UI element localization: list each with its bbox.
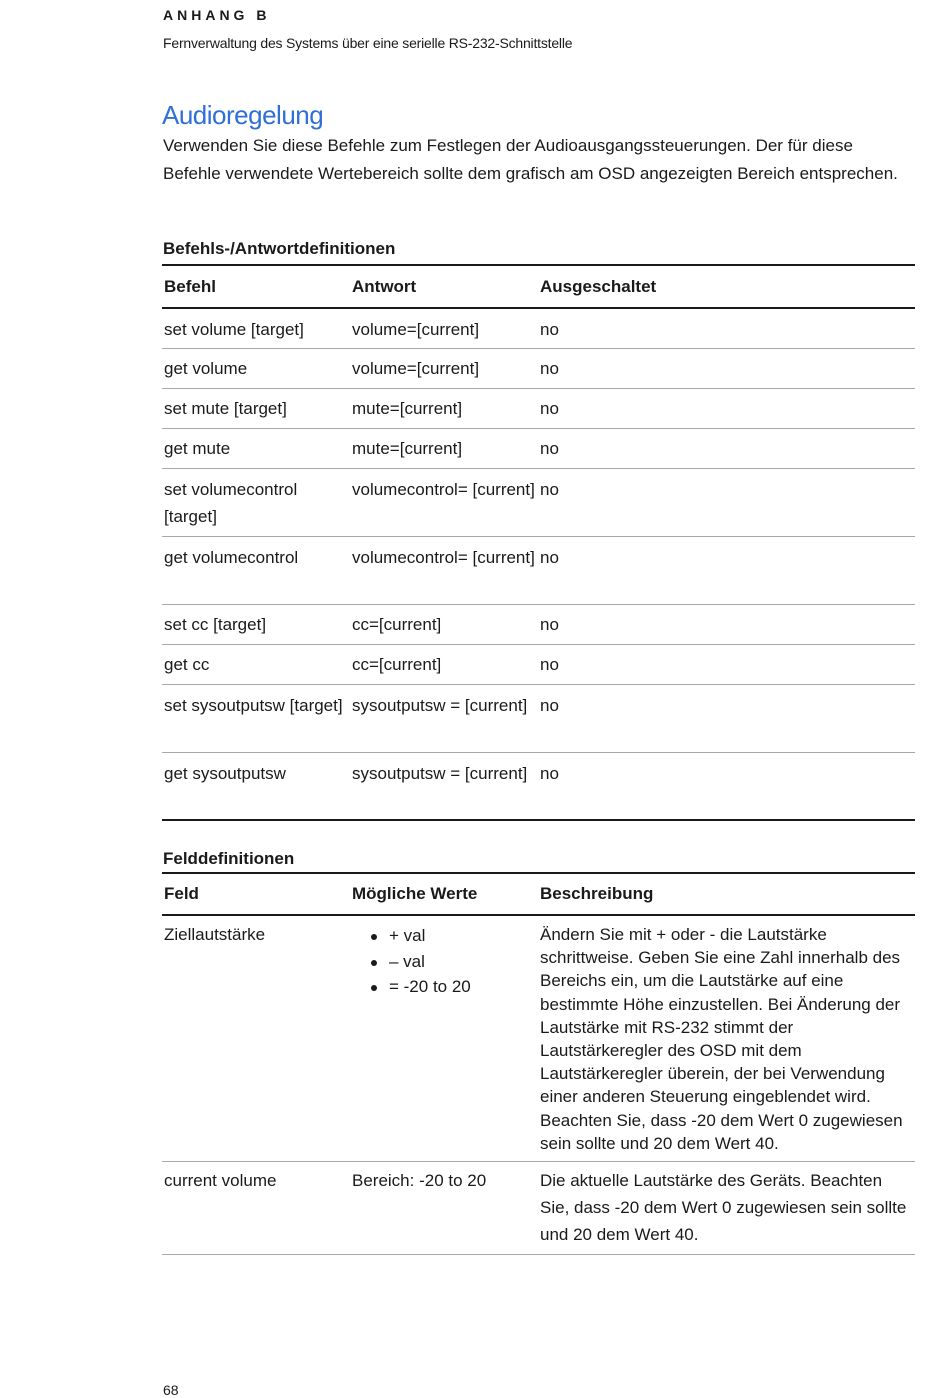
table-row: [162, 644, 915, 684]
table-header-row: [162, 265, 915, 308]
off-cell: no: [540, 763, 559, 783]
field-table-caption: Felddefinitionen: [163, 849, 295, 868]
table-header-row: [162, 873, 915, 915]
command-table-caption: Befehls-/Antwortdefinitionen: [163, 239, 396, 258]
response-cell: volumecontrol= [current]: [350, 536, 538, 604]
off-cell: no: [538, 308, 915, 348]
command-cell: get sysoutputsw: [164, 763, 286, 783]
response-cell: sysoutputsw = [current]: [350, 684, 538, 752]
list-item: = -20 to 20: [369, 974, 536, 1000]
running-header: Fernverwaltung des Systems über eine serielle RS-232-Schnittstelle: [163, 35, 573, 51]
off-cell: no: [538, 468, 915, 536]
command-cell: set mute [target]: [162, 388, 350, 428]
field-table: [162, 872, 915, 1255]
response-cell: cc=[current]: [350, 644, 538, 684]
table-row: [162, 1162, 915, 1255]
table-row: [162, 348, 915, 388]
list-item: – val: [369, 949, 536, 975]
off-cell: no: [538, 644, 915, 684]
response-cell: volume=[current]: [350, 348, 538, 388]
column-header-antwort: Antwort: [350, 265, 538, 308]
off-cell: no: [538, 536, 915, 604]
table-row: [162, 308, 915, 348]
command-cell: set cc [target]: [162, 604, 350, 644]
off-cell: no: [538, 684, 915, 752]
command-cell: set sysoutputsw [target]: [162, 684, 350, 752]
off-cell: no: [538, 428, 915, 468]
description-cell: Ändern Sie mit + oder - die Lautstärke schrittweise. Geben Sie eine Zahl innerhalb des Bereichs ein, um die Lautstärke auf eine bestimmte Höhe einzustellen. Bei Änderung der Lautstärke mit RS-232 stimmt der Lautstärkeregler des OSD mit dem Lautstärkeregler überein, der bei Verwendung einer anderen Steuerung eingeblendet wird. Beachten Sie, dass -20 dem Wert 0 zugewiesen sein sollte und 20 dem Wert 40.: [538, 915, 915, 1162]
response-cell: volume=[current]: [350, 308, 538, 348]
command-cell: get cc: [162, 644, 350, 684]
intro-paragraph: Verwenden Sie diese Befehle zum Festlegen der Audioausgangssteuerungen. Der für diese Befehle verwendete Wertebereich sollte dem grafisch am OSD angezeigten Bereich entsprechen.: [163, 136, 898, 183]
column-header-ausgeschaltet: Ausgeschaltet: [538, 265, 915, 308]
column-header-befehl: Befehl: [162, 265, 350, 308]
response-cell: sysoutputsw = [current]: [352, 763, 528, 783]
command-cell: set volumecontrol [target]: [162, 468, 350, 536]
description-cell: Die aktuelle Lautstärke des Geräts. Beachten Sie, dass -20 dem Wert 0 zugewiesen sein sollte und 20 dem Wert 40.: [540, 1171, 907, 1245]
table-row: [162, 752, 915, 820]
table-row: [162, 428, 915, 468]
table-row: [162, 915, 915, 1162]
values-cell: [350, 915, 538, 1162]
list-item: + val: [369, 923, 536, 949]
column-header-moegliche-werte: Mögliche Werte: [350, 873, 538, 915]
response-cell: mute=[current]: [350, 388, 538, 428]
table-row: [162, 468, 915, 536]
off-cell: no: [538, 348, 915, 388]
table-row: [162, 604, 915, 644]
response-cell: volumecontrol= [current]: [350, 468, 538, 536]
appendix-label: ANHANG B: [163, 7, 271, 23]
command-cell: get mute: [162, 428, 350, 468]
table-row: [162, 536, 915, 604]
off-cell: no: [538, 388, 915, 428]
command-cell: get volumecontrol: [162, 536, 350, 604]
column-header-feld: Feld: [162, 873, 350, 915]
command-table: [162, 264, 915, 821]
command-cell: get volume: [162, 348, 350, 388]
field-name-cell: Ziellautstärke: [162, 915, 350, 1162]
command-cell: set volume [target]: [162, 308, 350, 348]
column-header-beschreibung: Beschreibung: [538, 873, 915, 915]
values-list: [352, 923, 536, 1000]
field-name-cell: current volume: [164, 1171, 277, 1191]
values-cell: Bereich: -20 to 20: [352, 1171, 487, 1191]
table-row: [162, 684, 915, 752]
section-title: Audioregelung: [162, 100, 324, 130]
table-row: [162, 388, 915, 428]
response-cell: mute=[current]: [350, 428, 538, 468]
off-cell: no: [538, 604, 915, 644]
response-cell: cc=[current]: [350, 604, 538, 644]
page-number: 68: [163, 1382, 179, 1398]
